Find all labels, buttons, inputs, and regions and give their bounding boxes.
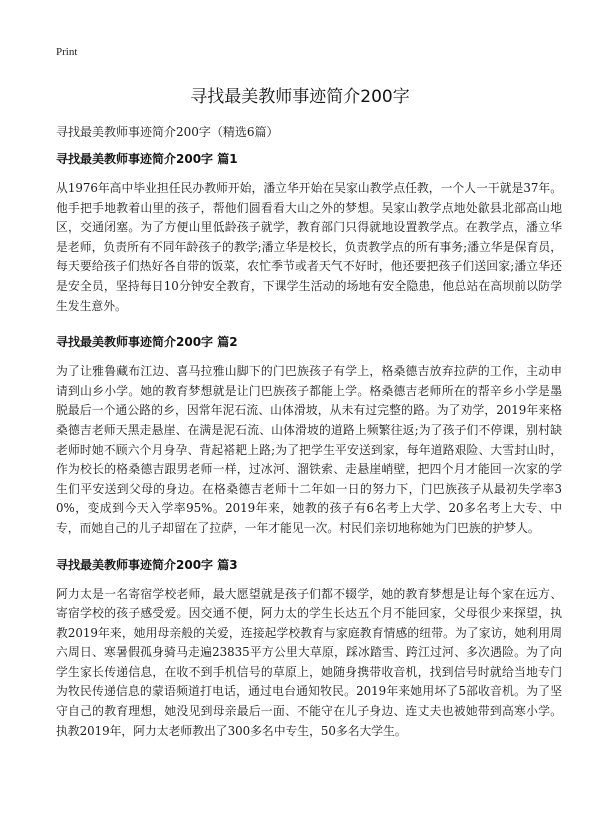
section-heading: 寻找最美教师事迹简介200字 篇3	[56, 557, 238, 572]
section-paragraph: 为了让雅鲁藏布江边、喜马拉雅山脚下的门巴族孩子有学上，格桑德吉放弃拉萨的工作，主动申请到山乡小学。她的教育梦想就是让门巴族孩子都能上学。格桑德吉老师所在的帮辛乡小学是墨脱最后一个通公路的乡，因常年泥石流、山体滑坡，从未有过完整的路。为了劝学，2019年来格桑德吉老师天黑走悬崖、在满是泥石流、山体滑坡的道路上频繁往返;为了孩子们不停课，别村缺老师时她不顾六个月身孕、背起褡耙上路;为了把学生平安送到家，每年道路艰险、大雪封山时，作为校长的格桑德吉跟男老师一样，过冰河、溜铁索、走悬崖峭壁，把四个月才能回一次家的学生们平安送到父母的身边。在格桑德吉老师十二年如一日的努力下，门巴族孩子从最初失学率30%，变成到今天入学率95%。2019年来，她教的孩子有6名考上大学、20多名考上大专、中专，而她自己的儿子却留在了拉萨，一年才能见一次。村民们亲切地称她为门巴族的护梦人。	[56, 364, 562, 535]
document-subtitle: 寻找最美教师事迹简介200字（精选6篇）	[56, 125, 279, 139]
section-paragraph: 阿力太是一名寄宿学校老师，最大愿望就是孩子们都不辍学，她的教育梦想是让每个家在远方、寄宿学校的孩子感受爱。因交通不便，阿力太的学生长达五个月不能回家，父母很少来探望，执教2019年来，她用母亲般的关爱，连接起学校教育与家庭教育情感的纽带。为了家访，她利用周六周日、寒暑假孤身骑马走遍23835平方公里大草原，踩冰踏雪、跨江过河、多次遇险。为了向学生家长传递信息，在收不到手机信号的草原上，她随身携带收音机，找到信号时就给当地专门为牧民传递信息的蒙语频道打电话，通过电台通知牧民。2019年来她用坏了5部收音机。为了坚守自己的教育理想，她没见到母亲最后一面、不能守在儿子身边、连丈夫也被她带到高寒小学。执教2019年，阿力太老师教出了300多名中专生，50多名大学生。	[56, 586, 562, 738]
section-2	[56, 333, 562, 538]
section-paragraph: 从1976年高中毕业担任民办教师开始，潘立华开始在吴家山教学点任教，一个人一干就是37年。他手把手地教着山里的孩子，帮他们圆看看大山之外的梦想。吴家山教学点地处歙县北部高山地区，交通闭塞。为了方便山里低龄孩子就学，教育部门只得就地设置教学点。在教学点，潘立华是老师，负责所有不同年龄孩子的教学;潘立华是校长，负责教学点的所有事务;潘立华是保育员，每天要给孩子们热好各自带的饭菜，农忙季节或者天气不好时，他还要把孩子们送回家;潘立华还是安全员，坚持每日10分钟安全教育，下课学生活动的场地有安全隐患，他总站在高坝前以防学生发生意外。	[56, 181, 562, 313]
section-heading: 寻找最美教师事迹简介200字 篇1	[56, 152, 238, 166]
section-3	[56, 556, 562, 742]
print-label[interactable]: Print	[56, 46, 78, 58]
section-heading: 寻找最美教师事迹简介200字 篇2	[56, 335, 238, 350]
document-content	[56, 150, 562, 758]
page-title: 寻找最美教师事迹简介200字	[190, 87, 410, 107]
section-1	[56, 150, 562, 316]
